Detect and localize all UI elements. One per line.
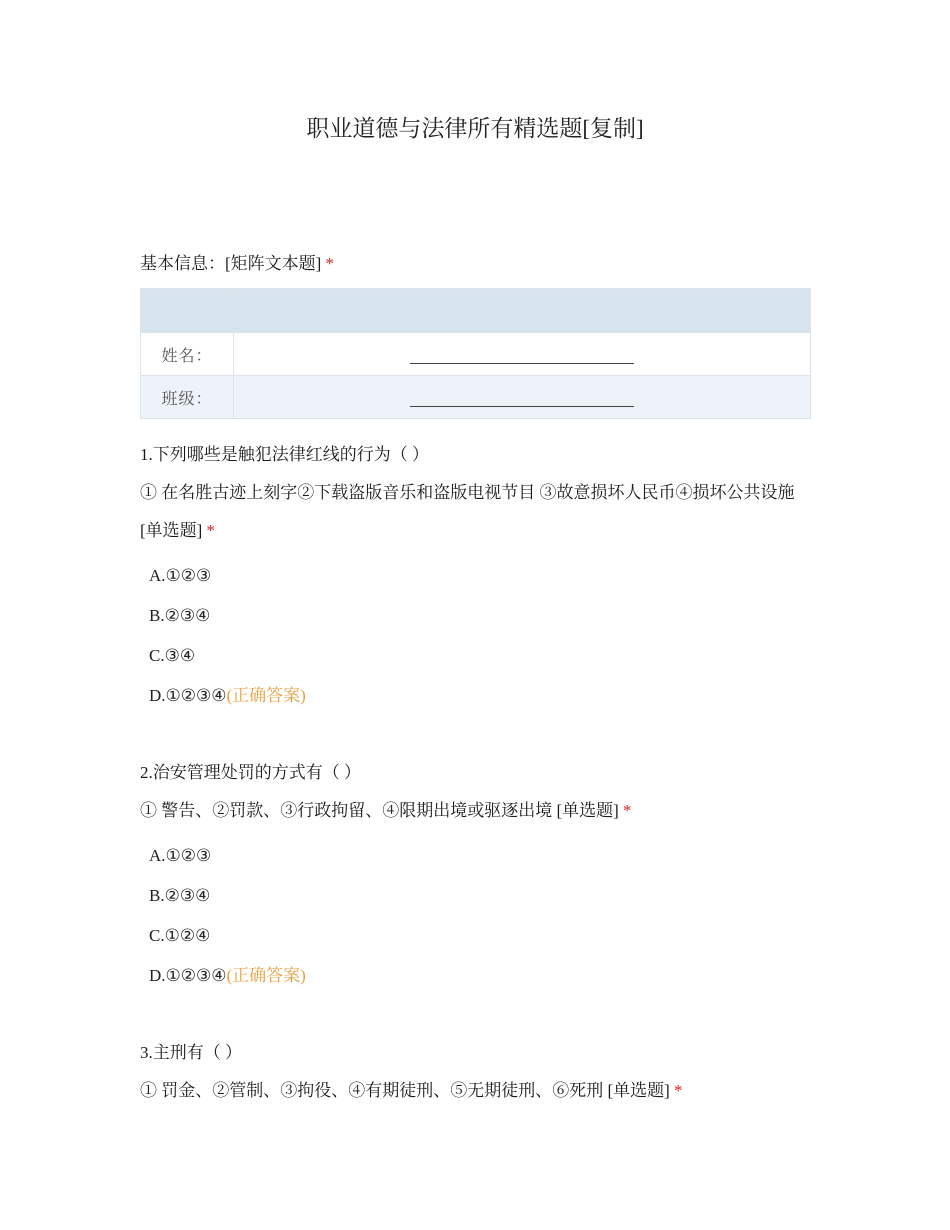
matrix-header-corner (141, 289, 234, 333)
matrix-row-name (141, 333, 811, 376)
question-2-detail-text: ① 警告、②罚款、③行政拘留、④限期出境或驱逐出境 [单选题] (140, 801, 619, 820)
required-mark: * (325, 254, 334, 273)
page-title: 职业道德与法律所有精选题[复制] (306, 116, 644, 141)
question-2-number: 2. (140, 763, 153, 782)
option-text: D.①②③④ (149, 966, 227, 985)
question-2-option-b[interactable] (140, 876, 812, 916)
question-3-detail (140, 1072, 812, 1110)
name-label: 姓名： (141, 333, 234, 376)
question-1-option-d[interactable] (140, 676, 812, 716)
option-text: B.②③④ (149, 886, 211, 905)
question-1-number: 1. (140, 445, 153, 464)
option-text: C.③④ (149, 646, 196, 665)
option-text: B.②③④ (149, 606, 211, 625)
question-2-option-d[interactable] (140, 956, 812, 996)
option-text: A.①②③ (149, 566, 212, 585)
question-3 (140, 1034, 812, 1110)
name-input[interactable] (410, 345, 634, 364)
required-mark: * (622, 801, 632, 820)
question-1-detail-text: ① 在名胜古迹上刻字②下载盗版音乐和盗版电视节目 ③故意损坏人民币④损坏公共设施 [单选题] (140, 483, 795, 540)
basic-info-matrix (140, 288, 811, 419)
matrix-header-cell (234, 289, 811, 333)
correct-answer-note: (正确答案) (226, 966, 306, 985)
option-text: D.①②③④ (149, 686, 227, 705)
question-3-detail-text: ① 罚金、②管制、③拘役、④有期徒刑、⑤无期徒刑、⑥死刑 [单选题] (140, 1081, 670, 1100)
question-2-options (140, 836, 812, 996)
correct-answer-note: (正确答案) (226, 686, 306, 705)
question-1-options (140, 556, 812, 716)
option-text: A.①②③ (149, 846, 212, 865)
question-1-stem (140, 436, 812, 474)
question-3-stem-text: 主刑有（ ） (152, 1043, 242, 1062)
question-1-stem-text: 下列哪些是触犯法律红线的行为（ ） (152, 445, 429, 464)
required-mark: * (673, 1081, 683, 1100)
class-field-cell (234, 376, 811, 419)
class-input[interactable] (410, 388, 634, 407)
question-3-number: 3. (140, 1043, 153, 1062)
name-field-cell (234, 333, 811, 376)
question-2 (140, 754, 812, 996)
question-2-detail (140, 792, 812, 830)
question-1-option-a[interactable] (140, 556, 812, 596)
matrix-row-class (141, 376, 811, 419)
question-2-stem (140, 754, 812, 792)
basic-info-text: 基本信息：[矩阵文本题] (140, 254, 322, 273)
question-1 (140, 436, 812, 716)
question-3-stem (140, 1034, 812, 1072)
question-1-option-c[interactable] (140, 636, 812, 676)
question-1-option-b[interactable] (140, 596, 812, 636)
question-1-detail (140, 474, 812, 550)
class-label: 班级： (141, 376, 234, 419)
basic-info-label (140, 251, 334, 277)
question-2-option-c[interactable] (140, 916, 812, 956)
option-text: C.①②④ (149, 926, 211, 945)
question-2-stem-text: 治安管理处罚的方式有（ ） (152, 763, 361, 782)
question-2-option-a[interactable] (140, 836, 812, 876)
matrix-header-row (141, 289, 811, 333)
required-mark: * (206, 521, 215, 540)
